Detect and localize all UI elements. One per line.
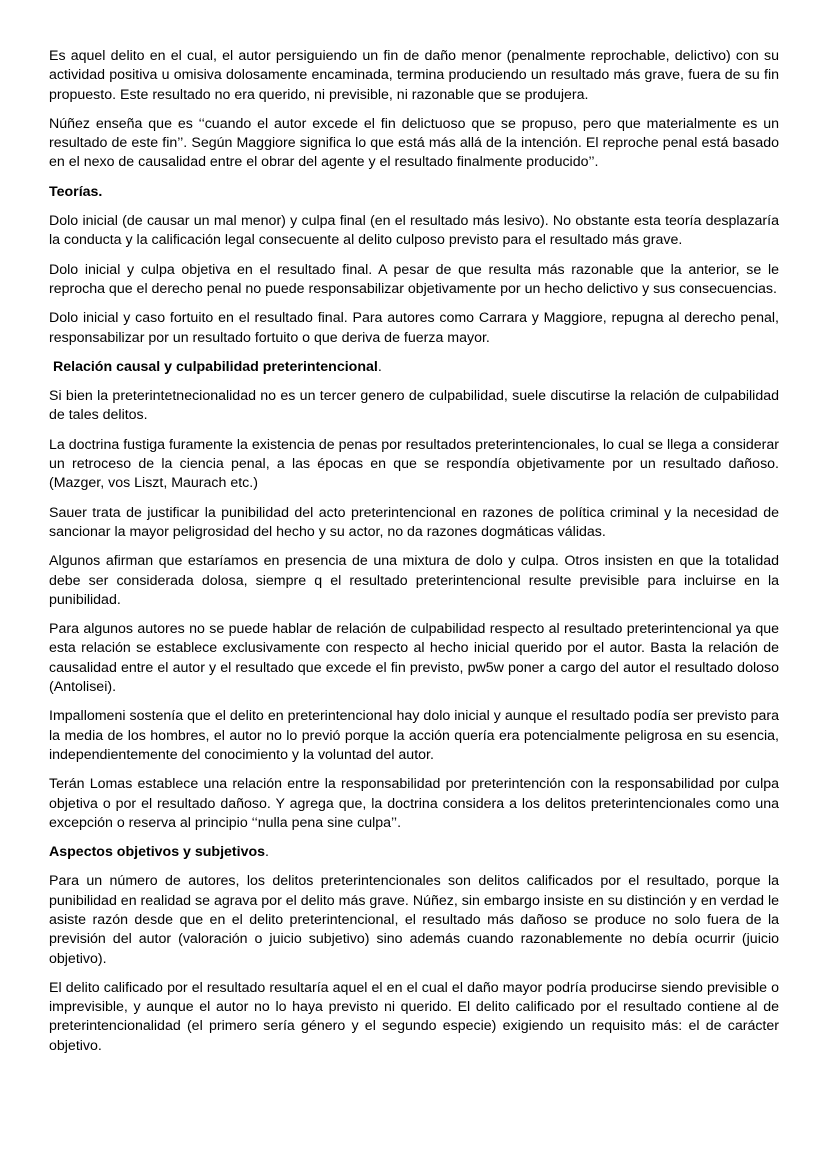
heading-relacion-causal-text: Relación causal y culpabilidad preterintencional	[53, 358, 378, 375]
heading-aspectos-dot: .	[265, 844, 269, 861]
paragraph-teoria-caso-fortuito: Dolo inicial y caso fortuito en el resultado final. Para autores como Carrara y Maggiore, repugna al derecho penal, responsabilizar por un resultado fortuito o que deriva de fuerza mayor.	[49, 310, 779, 346]
paragraph-antolisei: Para algunos autores no se puede hablar de relación de culpabilidad respecto al resultado preterintencional ya que esta relación se establece exclusivamente con respecto al hecho inicial querido por el autor. Basta la relación de causalidad entre el autor y el resultado que excede el fin previsto, pw5w poner a cargo del autor el resultado doloso (Antolisei).	[49, 621, 779, 696]
paragraph-definition: Es aquel delito en el cual, el autor persiguiendo un fin de daño menor (penalmente reprochable, delictivo) con su actividad positiva u omisiva dolosamente encaminada, termina produciendo un resultado más grave, fuera de su fin propuesto. Este resultado no era querido, ni previsible, ni razonable que se produjera.	[49, 48, 779, 103]
paragraph-calificados: Para un número de autores, los delitos preterintencionales son delitos calificados por el resultado, porque la punibilidad en realidad se agrava por el delito más grave. Núñez, sin embargo insiste en su distinción y en verdad le asiste razón desde que en el delito preterintencional, el resultado más dañoso se produce no solo fuera de la previsión del autor (valoración o juicio subjetivo) sino además cuando razonablemente no debía ocurrir (juicio objetivo).	[49, 873, 779, 967]
heading-relacion-causal-dot: .	[377, 358, 382, 375]
paragraph-doctrina-fustiga: La doctrina fustiga furamente la existencia de penas por resultados preterintencionales, lo cual se llega a considerar un retroceso de la ciencia penal, a las épocas en que se respondía objetivamente por un resultado dañoso. (Mazger, vos Liszt, Maurach etc.)	[49, 436, 779, 492]
document-page	[49, 47, 779, 1066]
paragraph-teran-lomas: Terán Lomas establece una relación entre la responsabilidad por preterintención con la responsabilidad por culpa objetiva o por el resultado dañoso. Y agrega que, la doctrina considera a los delitos preterintencionales como una excepción o reserva al principio ‘‘nulla pena sine culpa’’.	[49, 776, 779, 831]
heading-aspectos	[49, 843, 779, 862]
paragraph-tercer-genero: Si bien la preterintetnecionalidad no es un tercer genero de culpabilidad, suele discutirse la relación de culpabilidad de tales delitos.	[49, 388, 779, 424]
paragraph-impallomeni: Impallomeni sostenía que el delito en preterintencional hay dolo inicial y aunque el resultado podía ser previsto para la media de los hombres, el autor no lo previó porque la acción quería era potencialmente peligrosa en su esencia, independientemente del conocimiento y la voluntad del autor.	[49, 708, 779, 763]
paragraph-teoria-culpa-objetiva: Dolo inicial y culpa objetiva en el resultado final. A pesar de que resulta más razonable que la anterior, se le reprocha que el derecho penal no puede responsabilizar objetivamente por un hecho delictivo y sus consecuencias.	[49, 261, 779, 297]
paragraph-nunez-quote: Núñez enseña que es ‘‘cuando el autor excede el fin delictuoso que se propuso, pero que materialmente es un resultado de este fin’’. Según Maggiore significa lo que está más allá de la intención. El reproche penal está basado en el nexo de causalidad entre el obrar del agente y el resultado finalmente producido’’.	[49, 115, 779, 171]
heading-teorias: Teorías.	[49, 183, 103, 200]
paragraph-mixtura: Algunos afirman que estaríamos en presencia de una mixtura de dolo y culpa. Otros insisten en que la totalidad debe ser considerada dolosa, siempre q el resultado preterintencional resulte previsible para incluirse en la punibilidad.	[49, 553, 779, 608]
paragraph-genero-especie: El delito calificado por el resultado resultaría aquel el en el cual el daño mayor podría producirse siendo previsible o imprevisible, y aunque el autor no lo haya previsto ni querido. El delito calificado por el resultado contiene al de preterintencionalidad (el primero sería género y el segundo especie) exigiendo un requisito más: el de carácter objetivo.	[49, 979, 779, 1054]
paragraph-teoria-culpa-final: Dolo inicial (de causar un mal menor) y culpa final (en el resultado más lesivo). No obstante esta teoría desplazaría la conducta y la calificación legal consecuente al delito culposo previsto para el resultado más grave.	[49, 213, 779, 249]
heading-relacion-causal	[49, 358, 779, 377]
heading-aspectos-text: Aspectos objetivos y subjetivos	[49, 844, 266, 861]
paragraph-sauer: Sauer trata de justificar la punibilidad del acto preterintencional en razones de política criminal y la necesidad de sancionar la mayor peligrosidad del hecho y su actor, no da razones dogmáticas válidas.	[49, 504, 779, 540]
